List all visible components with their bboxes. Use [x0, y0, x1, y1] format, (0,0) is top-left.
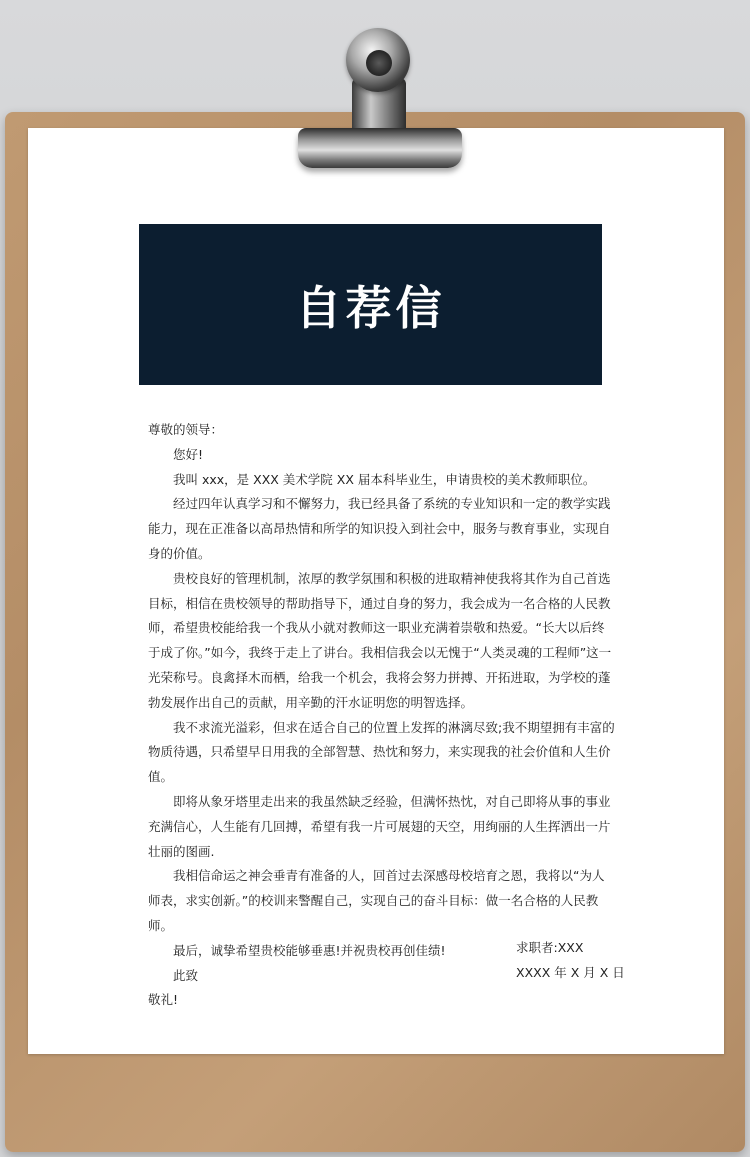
paragraph: 贵校良好的管理机制，浓厚的教学氛围和积极的进取精神使我将其作为自己首选目标，相信在贵校领导的帮助指导下，通过自身的努力，我会成为一名合格的人民教师，希望贵校能给我一个我从小就对教师这一职业充满着崇敬和热爱。“长大以后终于成了你。”如今，我终于走上了讲台。我相信我会以无愧于“人类灵魂的工程师”这一光荣称号。良禽择木而栖，给我一个机会，我将会努力拼搏、开拓进取，为学校的蓬勃发展作出自己的贡献，用辛勤的汗水证明您的明智选择。: [148, 570, 612, 710]
paragraph: 我不求流光溢彩，但求在适合自己的位置上发挥的淋漓尽致;我不期望拥有丰富的物质待遇，只希望早日用我的全部智慧、热忱和努力，来实现我的社会价值和人生价值。: [148, 719, 615, 785]
salutation: 尊敬的领导：: [148, 422, 224, 437]
letter-body: [148, 418, 616, 1013]
paragraph: 我叫 xxx，是 XXX 美术学院 XX 届本科毕业生，申请贵校的美术教师职位。: [173, 471, 596, 487]
signature-block: [516, 936, 625, 986]
applicant-name: 求职者:XXX: [516, 940, 584, 955]
binder-clip-hole: [366, 50, 392, 76]
closing: 此致: [173, 967, 199, 983]
paragraph: 我相信命运之神会垂青有准备的人，回首过去深感母校培育之恩，我将以“为人师表，求实创新。”的校训来警醒自己，实现自己的奋斗目标：做一名合格的人民教师。: [148, 868, 605, 933]
letter-date: XXXX 年 X 月 X 日: [516, 964, 625, 980]
paragraph: 即将从象牙塔里走出来的我虽然缺乏经验，但满怀热忱，对自己即将从事的事业充满信心，人生能有几回搏，希望有我一片可展翅的天空，用绚丽的人生挥洒出一片壮丽的图画.: [148, 793, 611, 859]
paragraph: 经过四年认真学习和不懈努力，我已经具备了系统的专业知识和一定的教学实践能力，现在正准备以高昂热情和所学的知识投入到社会中，服务与教育事业，实现自身的价值。: [148, 496, 611, 561]
greeting: 您好!: [173, 446, 204, 462]
title-banner: [139, 224, 602, 385]
paragraph: 最后，诚挚希望贵校能够垂惠!并祝贵校再创佳绩!: [173, 942, 446, 958]
salute: 敬礼!: [148, 992, 179, 1008]
binder-clip-icon: [298, 128, 462, 168]
page-title: 自荐信: [295, 280, 446, 335]
